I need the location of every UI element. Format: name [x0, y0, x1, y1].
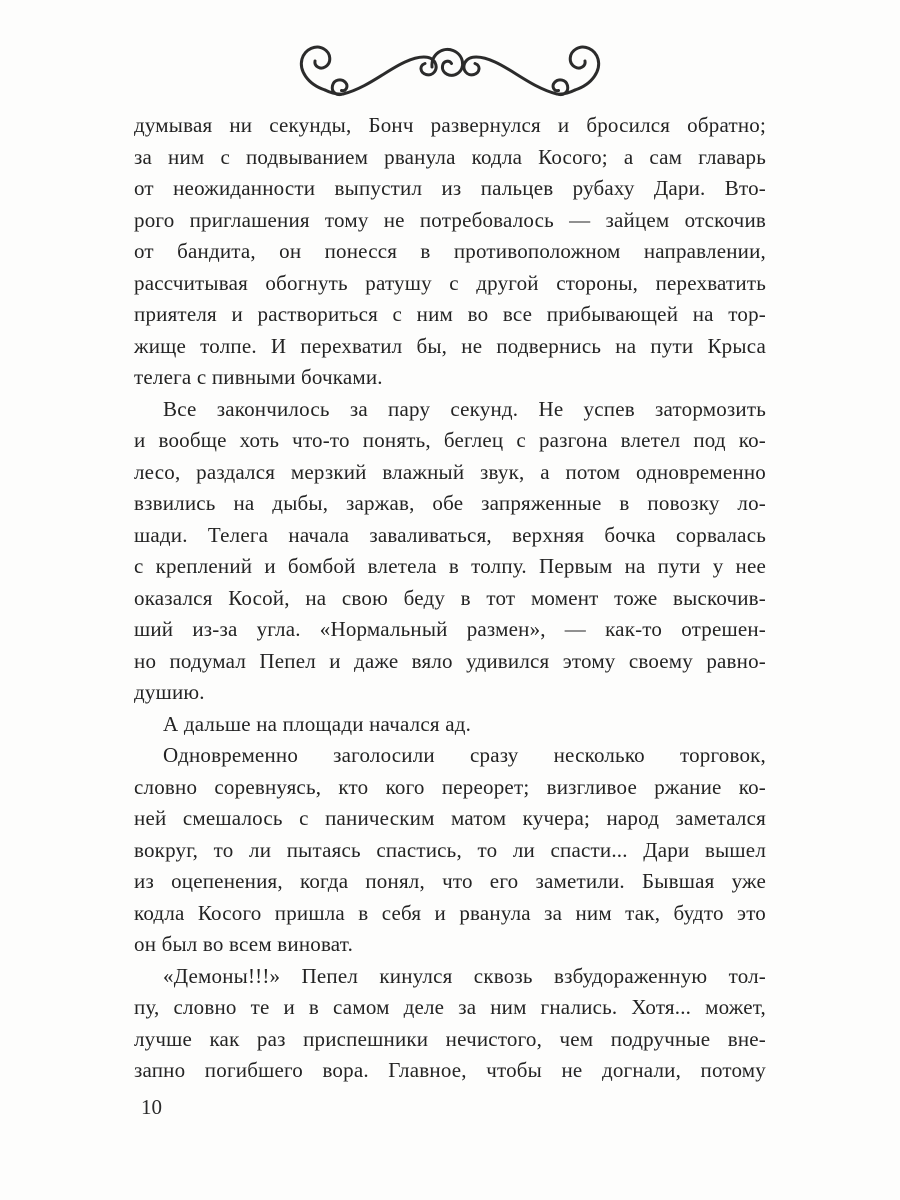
text-line: жище толпе. И перехватил бы, не подвернись на пути Крыса	[134, 333, 766, 358]
text-line: «Демоны!!!» Пепел кинулся сквозь взбудораженную тол-	[163, 963, 766, 988]
text-line: думывая ни секунды, Бонч развернулся и бросился обратно;	[134, 113, 766, 137]
paragraph	[134, 110, 766, 394]
text-line: кодла Косого пришла в себя и рванула за ним так, будто это	[134, 900, 766, 925]
text-line: взвились на дыбы, заржав, обе запряженные в повозку ло-	[134, 491, 766, 515]
text-line: пу, словно те и в самом деле за ним гнались. Хотя... может,	[134, 995, 766, 1019]
text-line: от неожиданности выпустил из пальцев рубаху Дари. Вто-	[134, 176, 766, 200]
text-line: за ним с подвыванием рванула кодла Косого; а сам главарь	[134, 144, 766, 169]
text-line: запно погибшего вора. Главное, чтобы не догнали, потому	[134, 1058, 766, 1082]
text-block	[134, 110, 766, 1087]
text-line: и вообще хоть что-то понять, беглец с разгона влетел под ко-	[134, 428, 766, 452]
text-line: ший из-за угла. «Нормальный размен», — как-то отрешен-	[134, 617, 766, 641]
text-line: оказался Косой, на свою беду в тот момент тоже выскочив-	[134, 585, 766, 610]
flourish-icon	[295, 40, 605, 104]
chapter-divider	[295, 40, 605, 104]
text-line: вокруг, то ли пытаясь спастись, то ли спасти... Дари вышел	[134, 837, 766, 862]
text-line: ней смешалось с паническим матом кучера; народ заметался	[134, 806, 766, 830]
text-line: шади. Телега начала заваливаться, верхняя бочка сорвалась	[134, 522, 766, 547]
text-line: словно соревнуясь, кто кого переорет; визгливое ржание ко-	[134, 774, 766, 799]
text-line: душию.	[134, 680, 205, 704]
paragraph	[134, 709, 766, 741]
text-line: лесо, раздался мерзкий влажный звук, а потом одновременно	[134, 459, 766, 484]
text-line: но подумал Пепел и даже вяло удивился этому своему равно-	[134, 648, 766, 673]
paragraph	[134, 961, 766, 1087]
text-line: лучше как раз приспешники нечистого, чем подручные вне-	[134, 1026, 766, 1051]
text-line: А дальше на площади начался ад.	[163, 711, 472, 736]
text-line: Одновременно заголосили сразу несколько торговок,	[163, 743, 766, 767]
text-line: он был во всем виноват.	[134, 932, 354, 956]
text-line: рассчитывая обогнуть ратушу с другой стороны, перехватить	[134, 270, 766, 295]
text-line: от бандита, он понесся в противоположном направлении,	[134, 239, 766, 263]
text-line: рого приглашения тому не потребовалось — зайцем отскочив	[134, 207, 766, 232]
text-line: приятеля и раствориться с ним во все прибывающей на тор-	[134, 302, 766, 326]
text-line: с креплений и бомбой влетела в толпу. Первым на пути у нее	[134, 554, 766, 578]
paragraph	[134, 740, 766, 961]
paragraph	[134, 394, 766, 709]
text-line: Все закончилось за пару секунд. Не успев затормозить	[163, 396, 766, 421]
text-line: из оцепенения, когда понял, что его заметили. Бывшая уже	[134, 869, 766, 893]
page-number: 10	[141, 1095, 162, 1119]
text-line: телега с пивными бочками.	[134, 365, 383, 389]
